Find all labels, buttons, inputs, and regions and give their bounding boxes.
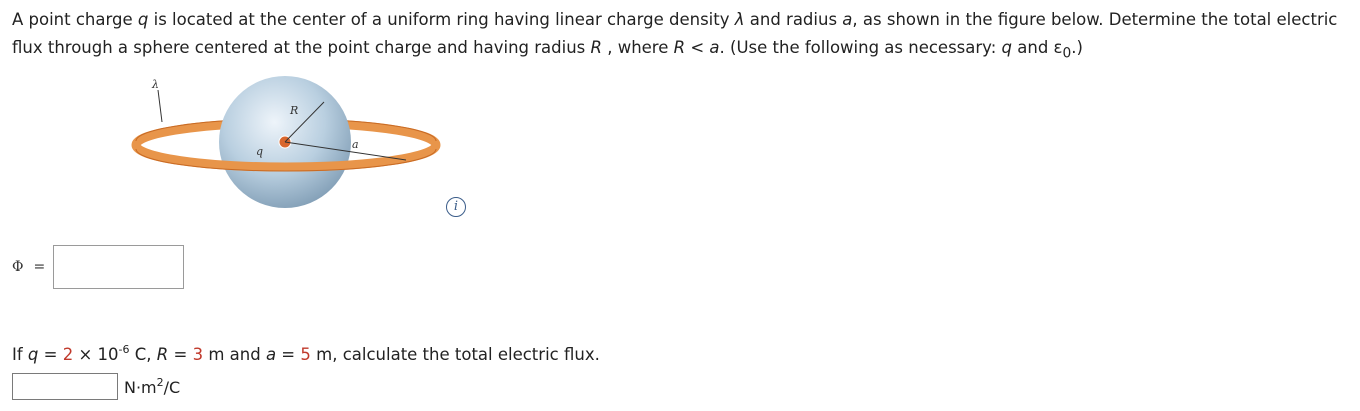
a-label: a — [352, 138, 359, 151]
equals-sign: = — [33, 259, 46, 275]
problem-text: A point charge q is located at the center of a uniform ring having linear charge density λ and radius a, as shown in the figure below. Determine the total electric flux through a sphere centered at the point charge and having radius R , where R < a. (Use the following as necessary: q and $\varepsilon_0$.) — [12, 10, 1338, 62]
info-icon[interactable]: i — [446, 197, 466, 217]
lambda-label: λ — [152, 78, 159, 91]
phi-answer-row — [12, 244, 184, 290]
flux-answer-row — [12, 373, 180, 400]
flux-answer-input[interactable] — [12, 373, 118, 400]
flux-unit: $N\cdot m^2/C$ — [124, 376, 181, 397]
phi-answer-input[interactable] — [53, 245, 184, 289]
ring-sphere-figure — [120, 76, 450, 226]
R-label: R — [290, 104, 299, 117]
q-label: q — [256, 145, 264, 158]
phi-label: Φ — [12, 259, 24, 275]
part-two-question: If $q = 2 \times 10^{-6}$ C, R = 3 m and a = 5 m, calculate the total electric flux. — [12, 343, 600, 364]
